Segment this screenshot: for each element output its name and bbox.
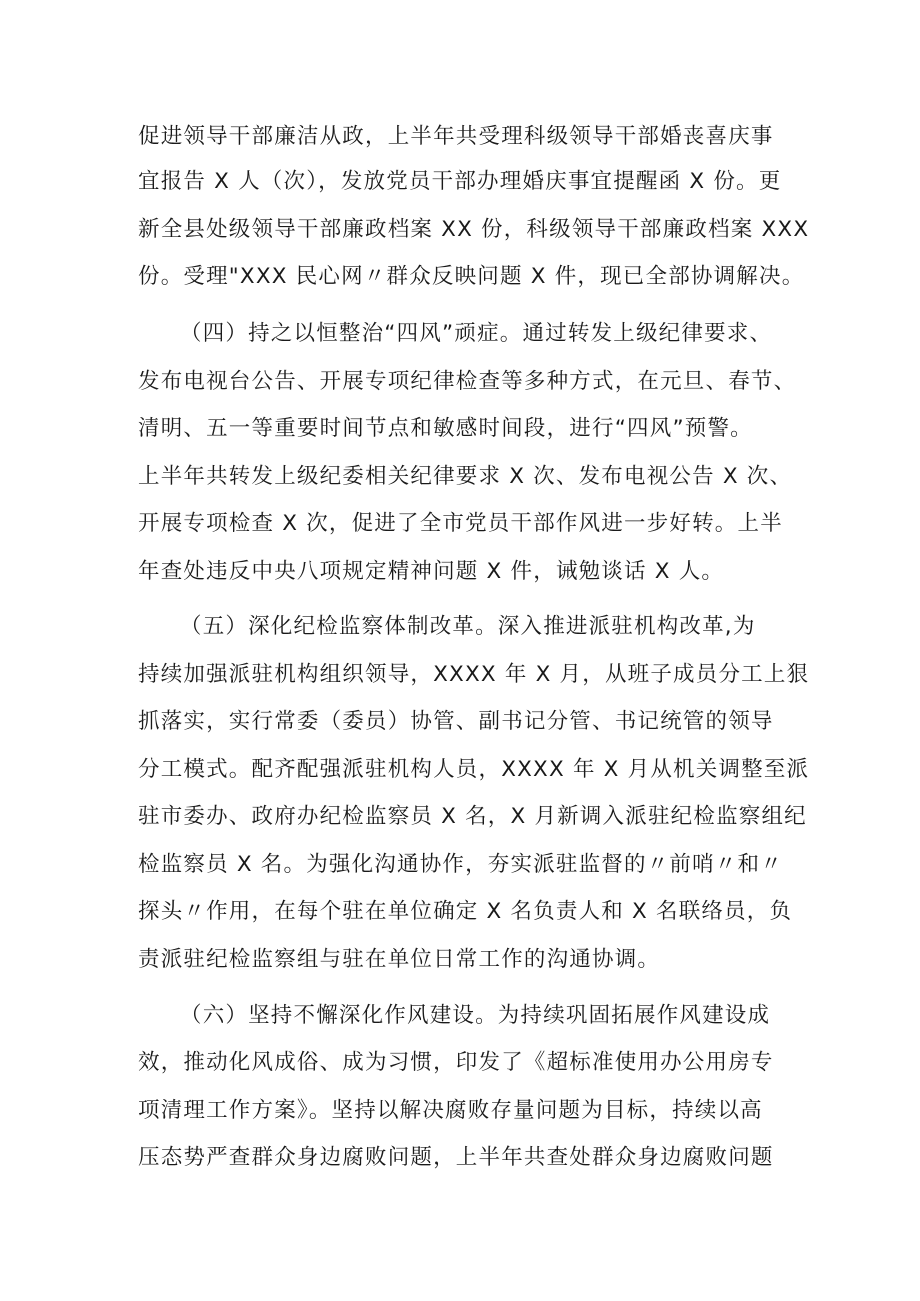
paragraph-heading-line: （六）坚持不懈深化作风建设。为持续巩固拓展作风建设成 (180, 1003, 771, 1028)
text-line: 检监察员 X 名。为强化沟通协作，夯实派驻监督的〃前哨〃和〃 (138, 852, 783, 877)
text-line: 新全县处级领导干部廉政档案 XX 份，科级领导干部廉政档案 XXX (138, 217, 810, 242)
text-line: 抓落实，实行常委（委员）协管、副书记分管、书记统管的领导 (138, 709, 774, 734)
text-line: 压态势严查群众身边腐败问题，上半年共查处群众身边腐败问题 (138, 1145, 774, 1170)
text-line: 责派驻纪检监察组与驻在单位日常工作的沟通协调。 (138, 947, 661, 972)
text-line: 持续加强派驻机构组织领导，XXXX 年 X 月，从班子成员分工上狠 (138, 662, 810, 687)
text-line: 发布电视台公告、开展专项纪律检查等多种方式，在元旦、春节、 (138, 369, 797, 394)
paragraph-heading-line: （四）持之以恒整治“四风”顽症。通过转发上级纪律要求、 (180, 321, 773, 346)
text-line: 年查处违反中央八项规定精神问题 X 件，诫勉谈话 X 人。 (138, 559, 725, 584)
text-line: 促进领导干部廉洁从政，上半年共受理科级领导干部婚丧喜庆事 (138, 124, 774, 149)
text-line: 清明、五一等重要时间节点和敏感时间段，进行“四风”预警。 (138, 416, 753, 441)
text-line: 效，推动化风成俗、成为习惯，印发了《超标准使用办公用房专 (138, 1050, 774, 1075)
text-line: 份。受理"XXX 民心网〃群众反映问题 X 件，现已全部协调解决。 (138, 264, 805, 289)
text-line: 项清理工作方案》。坚持以解决腐败存量问题为目标，持续以高 (138, 1098, 763, 1123)
text-line: 上半年共转发上级纪委相关纪律要求 X 次、发布电视公告 X 次、 (138, 464, 793, 489)
text-line: 驻市委办、政府办纪检监察员 X 名，X 月新调入派驻纪检监察组纪 (138, 804, 807, 829)
paragraph-heading-line: （五）深化纪检监察体制改革。深入推进派驻机构改革,为 (180, 614, 756, 639)
text-line: 开展专项检查 X 次，促进了全市党员干部作风进一步好转。上半 (138, 511, 783, 536)
text-line: 分工模式。配齐配强派驻机构人员，XXXX 年 X 月从机关调整至派 (138, 757, 810, 782)
text-line: 探头〃作用，在每个驻在单位确定 X 名负责人和 X 名联络员，负 (138, 899, 793, 924)
text-line: 宜报告 X 人（次），发放党员干部办理婚庆事宜提醒函 X 份。更 (138, 169, 782, 194)
